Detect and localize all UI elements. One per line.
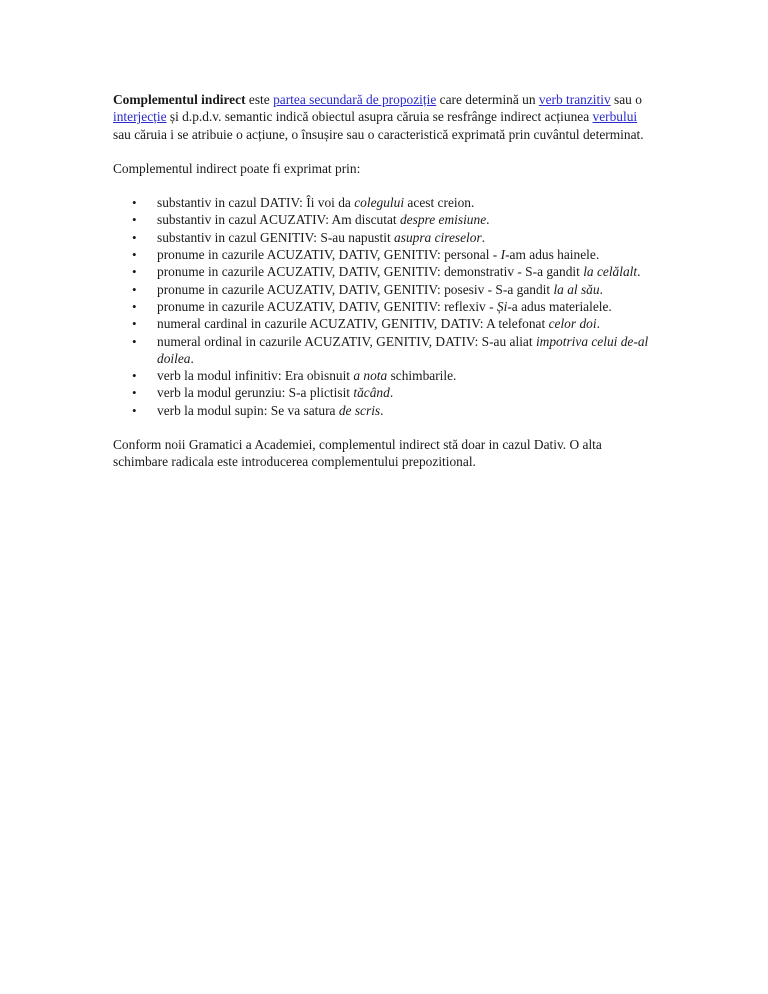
item-text-tail: . [637, 264, 641, 280]
list-item [132, 384, 658, 401]
item-text: pronume in cazurile ACUZATIV, DATIV, GENITIV: reflexiv - [157, 298, 497, 314]
item-text: pronume in cazurile ACUZATIV, DATIV, GENITIV: personal - [157, 247, 501, 263]
intro-text-5: sau căruia i se atribuie o acțiune, o însușire sau o caracteristică exprimată prin cuvântul determinat. [113, 126, 644, 142]
item-text: pronume in cazurile ACUZATIV, DATIV, GENITIV: demonstrativ - S-a gandit [157, 264, 584, 280]
item-example-italic: asupra cireselor [394, 229, 482, 245]
item-text-tail: . [380, 402, 384, 418]
item-example-italic: I [500, 247, 506, 263]
examples-list [113, 194, 658, 419]
list-item [132, 211, 658, 228]
item-example-italic: colegului [354, 195, 405, 211]
item-text: numeral cardinal in cazurile ACUZATIV, GENITIV, DATIV: A telefonat [157, 316, 549, 332]
link-verb-tranzitiv[interactable]: verb tranzitiv [538, 92, 611, 107]
item-example-italic: impotriva celui de-al doilea [157, 333, 649, 366]
list-item [132, 298, 658, 315]
item-text: verb la modul supin: Se va satura [157, 402, 339, 418]
item-example-italic: la celălalt [583, 264, 638, 280]
list-item [132, 315, 658, 332]
item-text-tail: . [596, 316, 600, 332]
bullet-icon: • [132, 229, 137, 245]
item-text: pronume in cazurile ACUZATIV, DATIV, GENITIV: posesiv - S-a gandit [157, 281, 554, 297]
item-text-tail: schimbarile. [387, 368, 457, 384]
list-item [132, 333, 658, 368]
bullet-icon: • [132, 212, 137, 228]
item-example-italic: tăcând [353, 385, 390, 401]
item-text-tail: . [389, 385, 394, 401]
list-item [132, 229, 658, 246]
list-item [132, 367, 658, 384]
closing-paragraph: Conform noii Gramatici a Academiei, complementul indirect stă doar in cazul Dativ. O alta schimbare radicala este introducerea complementului prepozitional. [113, 437, 602, 470]
list-item [132, 246, 658, 263]
document-page [113, 91, 658, 471]
bullet-icon: • [132, 402, 137, 418]
item-text: substantiv in cazul DATIV: Îi voi da [157, 195, 355, 211]
item-text: numeral ordinal in cazurile ACUZATIV, GENITIV, DATIV: S-au aliat [157, 333, 536, 349]
bullet-icon: • [132, 385, 137, 401]
item-text-tail: -am adus hainele. [505, 247, 600, 263]
list-item [132, 194, 658, 211]
item-text-tail: -a adus materialele. [507, 298, 612, 314]
intro-paragraph [113, 91, 658, 143]
term-bold: Complementul indirect [113, 92, 246, 107]
bullet-icon: • [132, 281, 137, 297]
bullet-icon: • [132, 316, 137, 332]
item-example-italic: de scris [338, 402, 381, 418]
intro-text-1: este [245, 92, 274, 107]
bullet-icon: • [132, 195, 137, 211]
link-interjectie[interactable]: interjecție [113, 109, 167, 125]
item-example-italic: despre emisiune [399, 212, 487, 228]
bullet-icon: • [132, 368, 137, 384]
item-text-tail: . [190, 350, 194, 366]
item-text: substantiv in cazul GENITIV: S-au napustit [157, 229, 395, 245]
bullet-icon: • [132, 247, 137, 263]
item-text-tail: . [599, 281, 603, 297]
bullet-icon: • [132, 298, 137, 314]
link-verbului[interactable]: verbului [592, 109, 638, 125]
bullet-icon: • [132, 264, 137, 280]
link-parte-secundara[interactable]: partea secundară de propoziție [273, 92, 437, 107]
item-text: substantiv in cazul ACUZATIV: Am discutat [157, 212, 400, 228]
list-item [132, 281, 658, 298]
item-text: verb la modul infinitiv: Era obisnuit [157, 368, 354, 384]
item-text: verb la modul gerunziu: S-a plictisit [157, 385, 354, 401]
list-item [132, 263, 658, 280]
intro-text-3: sau o [610, 92, 642, 107]
item-text-tail: . [481, 229, 486, 245]
item-example-italic: Și [496, 298, 508, 314]
item-text-tail: . [486, 212, 490, 228]
item-text-tail: acest creion. [404, 195, 475, 211]
intro-text-4: și d.p.d.v. semantic indică obiectul asupra căruia se resfrânge indirect acțiunea [166, 109, 593, 125]
list-item [132, 402, 658, 419]
lead-paragraph: Complementul indirect poate fi exprimat prin: [113, 160, 361, 176]
bullet-icon: • [132, 333, 137, 349]
item-example-italic: a nota [353, 368, 388, 384]
item-example-italic: la al său [553, 281, 600, 297]
intro-text-2: care determină un [436, 92, 539, 107]
item-example-italic: celor doi [548, 316, 597, 332]
